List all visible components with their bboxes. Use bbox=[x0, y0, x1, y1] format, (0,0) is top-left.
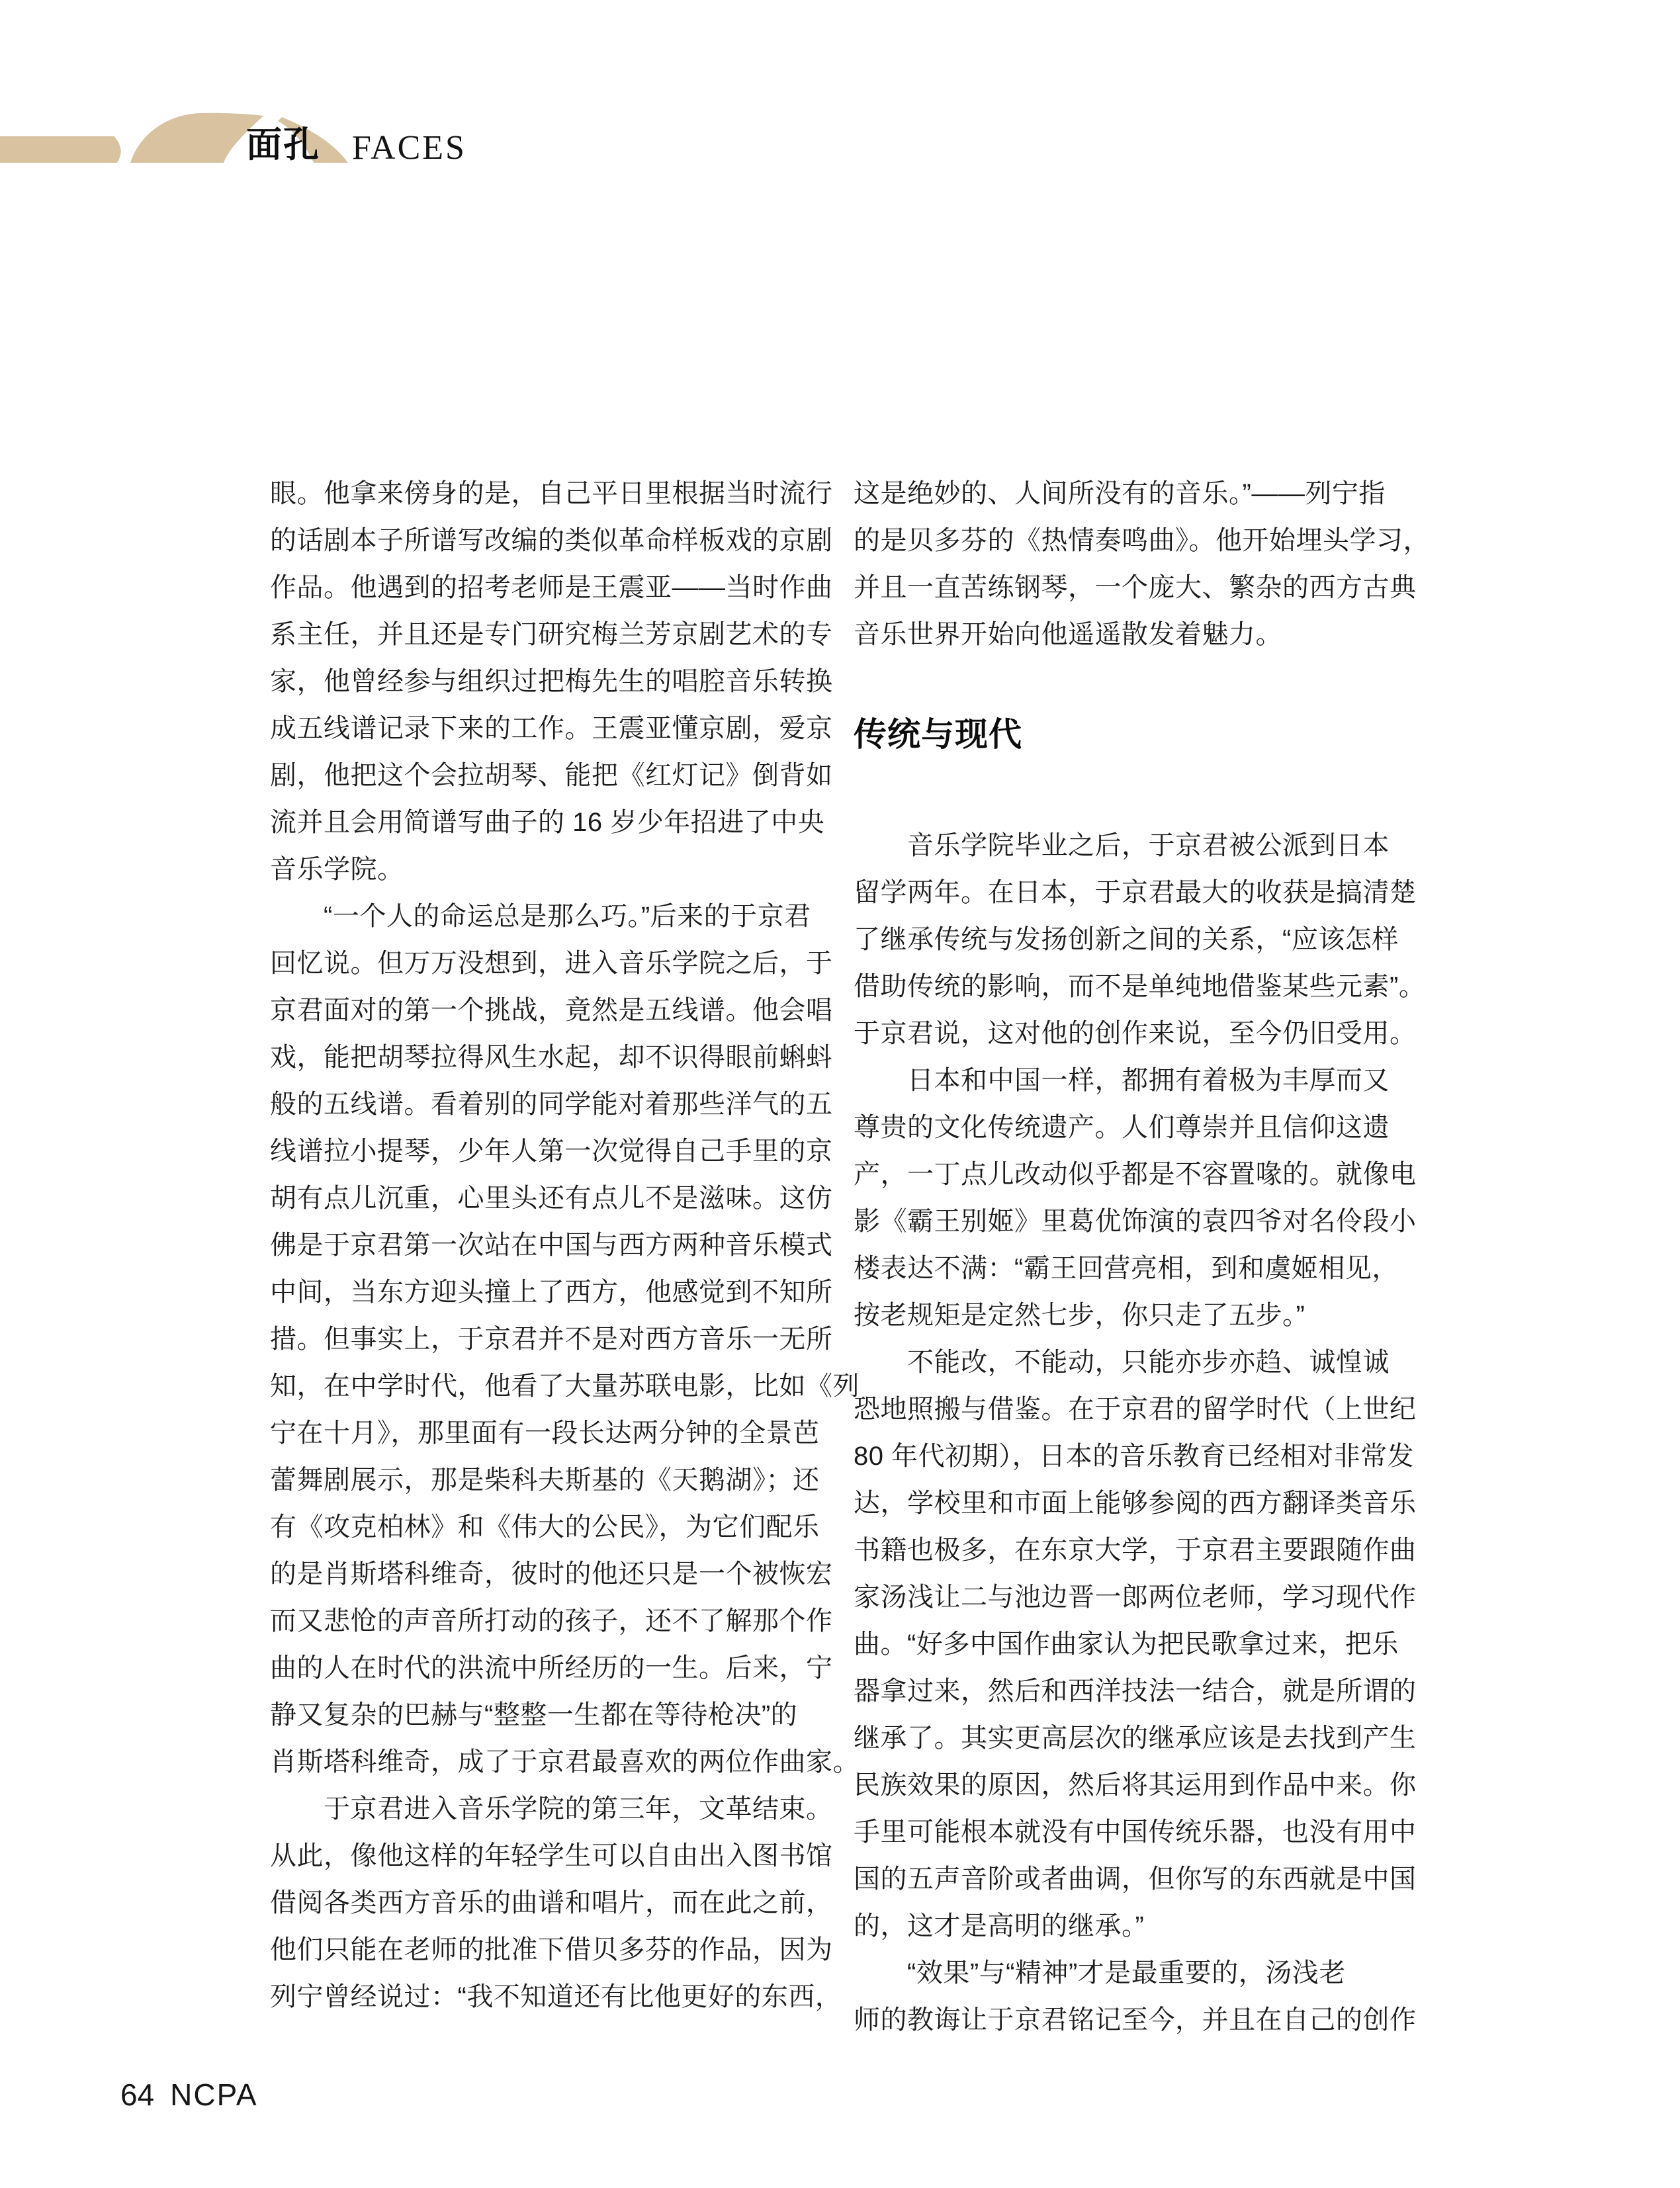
body-text-line: 作品。他遇到的招考老师是王震亚——当时作曲 bbox=[270, 573, 833, 602]
body-text-line: “效果”与“精神”才是最重要的，汤浅老 bbox=[854, 1958, 1346, 1988]
ribbon-dome-shape bbox=[130, 113, 263, 163]
body-text-line: 手里可能根本就没有中国传统乐器，也没有用中 bbox=[854, 1817, 1417, 1847]
body-text-line: 留学两年。在日本，于京君最大的收获是搞清楚 bbox=[854, 878, 1417, 907]
body-text-line: 宁在十月》，那里面有一段长达两分钟的全景芭 bbox=[270, 1419, 820, 1448]
body-text-line: 流并且会用简谱写曲子的 16 岁少年招进了中央 bbox=[270, 808, 825, 837]
body-text-line: 有《攻克柏林》和《伟大的公民》，为它们配乐 bbox=[270, 1512, 820, 1542]
body-text-line: 眼。他拿来傍身的是，自己平日里根据当时流行 bbox=[270, 479, 833, 508]
body-text-line: 音乐学院。 bbox=[270, 855, 404, 884]
body-text-line: 曲。“好多中国作曲家认为把民歌拿过来，把乐 bbox=[854, 1630, 1399, 1659]
body-text-line: 中间，当东方迎头撞上了西方，他感觉到不知所 bbox=[270, 1278, 833, 1307]
body-text-line: 胡有点儿沉重，心里头还有点儿不是滋味。这仿 bbox=[270, 1184, 833, 1213]
body-text-line: 达，学校里和市面上能够参阅的西方翻译类音乐 bbox=[854, 1489, 1417, 1518]
body-text-line: 这是绝妙的、人间所没有的音乐。”——列宁指 bbox=[854, 479, 1386, 508]
body-text-line: 成五线谱记录下来的工作。王震亚懂京剧，爱京 bbox=[270, 714, 833, 743]
body-text-line: 系主任，并且还是专门研究梅兰芳京剧艺术的专 bbox=[270, 620, 833, 649]
body-text-line: 蕾舞剧展示，那是柴科夫斯基的《天鹅湖》；还 bbox=[270, 1466, 820, 1495]
section-heading: 传统与现代 bbox=[854, 716, 1022, 753]
body-text-line: 国的五声音阶或者曲调，但你写的东西就是中国 bbox=[854, 1864, 1417, 1894]
body-text-line: 家汤浅让二与池边晋一郎两位老师，学习现代作 bbox=[854, 1583, 1417, 1612]
body-text-line: 静又复杂的巴赫与“整整一生都在等待枪决”的 bbox=[270, 1700, 798, 1729]
body-text-line: 的，这才是高明的继承。” bbox=[854, 1911, 1145, 1941]
body-text-line: 日本和中国一样，都拥有着极为丰厚而又 bbox=[854, 1066, 1390, 1095]
body-text-line: 师的教诲让于京君铭记至今，并且在自己的创作 bbox=[854, 2005, 1417, 2035]
body-text-line: 80 年代初期），日本的音乐教育已经相对非常发 bbox=[854, 1442, 1415, 1471]
body-text-line: 回忆说。但万万没想到，进入音乐学院之后，于 bbox=[270, 949, 833, 978]
body-text-line: 于京君进入音乐学院的第三年，文革结束。 bbox=[270, 1794, 833, 1823]
body-text-line: 而又悲怆的声音所打动的孩子，还不了解那个作 bbox=[270, 1606, 833, 1636]
body-text-line: 他们只能在老师的批准下借贝多芬的作品，因为 bbox=[270, 1935, 833, 1964]
page-number: 64 bbox=[120, 2078, 155, 2112]
section-title-en: FACES bbox=[352, 129, 466, 167]
body-text-line: 并且一直苦练钢琴，一个庞大、繁杂的西方古典 bbox=[854, 573, 1417, 602]
body-text-line: 影《霸王别姬》里葛优饰演的袁四爷对名伶段小 bbox=[854, 1207, 1417, 1236]
body-text-line: 知，在中学时代，他看了大量苏联电影，比如《列 bbox=[270, 1372, 860, 1401]
magazine-name: NCPA bbox=[170, 2078, 258, 2112]
right-column-top-block bbox=[854, 470, 1430, 658]
body-text-line: 音乐学院毕业之后，于京君被公派到日本 bbox=[854, 831, 1390, 860]
body-text-line: 民族效果的原因，然后将其运用到作品中来。你 bbox=[854, 1771, 1417, 1800]
section-title-zh: 面孔 bbox=[246, 125, 320, 165]
right-column-bottom-block bbox=[854, 822, 1426, 2044]
body-text-line: 列宁曾经说过：“我不知道还有比他更好的东西， bbox=[270, 1982, 842, 2011]
body-text-line: 了继承传统与发扬创新之间的关系，“应该怎样 bbox=[854, 925, 1399, 954]
body-text-line: 书籍也极多，在东京大学，于京君主要跟随作曲 bbox=[854, 1536, 1417, 1565]
body-text-line: 线谱拉小提琴，少年人第一次觉得自己手里的京 bbox=[270, 1137, 833, 1166]
article-column-right bbox=[854, 470, 1430, 2044]
body-text-line: 的话剧本子所谱写改编的类似革命样板戏的京剧 bbox=[270, 526, 833, 555]
body-text-line: 不能改，不能动，只能亦步亦趋、诚惶诚 bbox=[854, 1348, 1390, 1377]
body-text-line: 从此，像他这样的年轻学生可以自由出入图书馆 bbox=[270, 1841, 833, 1870]
body-text-line: 剧，他把这个会拉胡琴、能把《红灯记》倒背如 bbox=[270, 761, 833, 790]
body-text-line: 于京君说，这对他的创作来说，至今仍旧受用。 bbox=[854, 1019, 1417, 1048]
ribbon-bar-shape bbox=[0, 136, 121, 163]
body-text-line: 戏，能把胡琴拉得风生水起，却不识得眼前蝌蚪 bbox=[270, 1043, 833, 1072]
body-text-line: 的是贝多芬的《热情奏鸣曲》。他开始埋头学习， bbox=[854, 526, 1430, 555]
body-text-line: 按老规矩是定然七步，你只走了五步。” bbox=[854, 1301, 1305, 1330]
body-text-line: 器拿过来，然后和西洋技法一结合，就是所谓的 bbox=[854, 1677, 1417, 1706]
body-text-line: 家，他曾经参与组织过把梅先生的唱腔音乐转换 bbox=[270, 667, 833, 696]
page-footer bbox=[120, 2078, 258, 2112]
body-text-line: 的是肖斯塔科维奇，彼时的他还只是一个被恢宏 bbox=[270, 1559, 833, 1589]
body-text-line: 肖斯塔科维奇，成了于京君最喜欢的两位作曲家。 bbox=[270, 1747, 860, 1776]
body-text-line: 京君面对的第一个挑战，竟然是五线谱。他会唱 bbox=[270, 996, 833, 1025]
body-text-line: 继承了。其实更高层次的继承应该是去找到产生 bbox=[854, 1724, 1417, 1753]
article-column-left bbox=[270, 470, 860, 2021]
body-text-line: 曲的人在时代的洪流中所经历的一生。后来，宁 bbox=[270, 1653, 833, 1683]
body-text-line: 恐地照搬与借鉴。在于京君的留学时代（上世纪 bbox=[854, 1395, 1417, 1424]
body-text-line: 音乐世界开始向他遥遥散发着魅力。 bbox=[854, 620, 1282, 649]
body-text-line: 产，一丁点儿改动似乎都是不容置喙的。就像电 bbox=[854, 1160, 1417, 1189]
body-text-line: 佛是于京君第一次站在中国与西方两种音乐模式 bbox=[270, 1231, 833, 1260]
body-text-line: 楼表达不满：“霸王回营亮相，到和虞姬相见， bbox=[854, 1254, 1399, 1283]
body-text-line: 借阅各类西方音乐的曲谱和唱片，而在此之前， bbox=[270, 1888, 833, 1917]
body-text-line: 尊贵的文化传统遗产。人们尊崇并且信仰这遗 bbox=[854, 1113, 1390, 1142]
body-text-line: 措。但事实上，于京君并不是对西方音乐一无所 bbox=[270, 1325, 833, 1354]
body-text-line: 借助传统的影响，而不是单纯地借鉴某些元素”。 bbox=[854, 972, 1426, 1001]
body-text-line: “一个人的命运总是那么巧。”后来的于京君 bbox=[270, 902, 811, 931]
body-text-line: 般的五线谱。看着别的同学能对着那些洋气的五 bbox=[270, 1090, 833, 1119]
